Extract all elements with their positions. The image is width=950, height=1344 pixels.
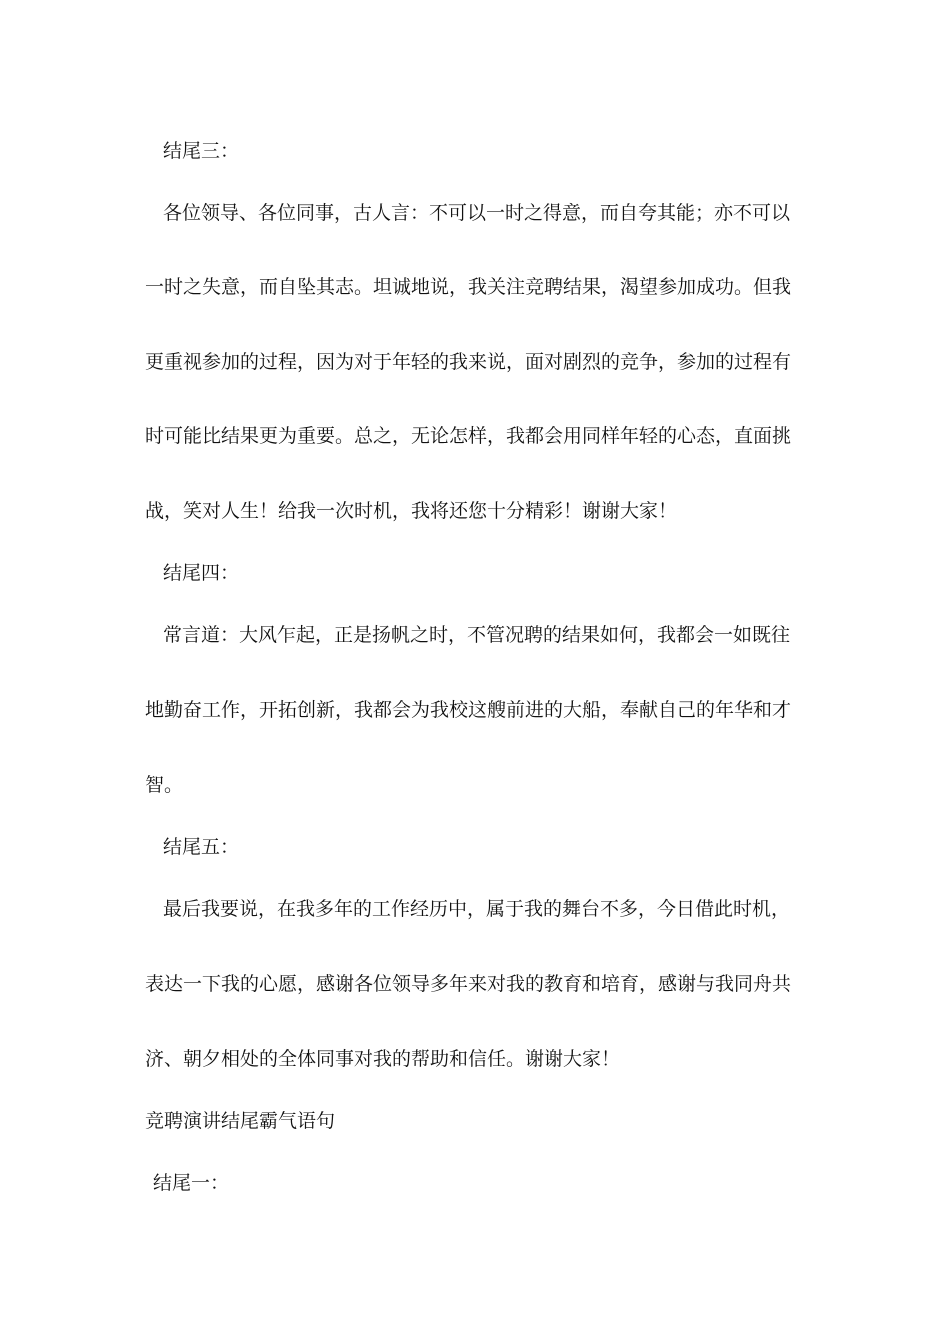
paragraph-line: 各位领导、各位同事，古人言：不可以一时之得意，而自夸其能；亦不可以 xyxy=(163,202,791,224)
paragraph-line: 战，笑对人生！给我一次时机，我将还您十分精彩！谢谢大家！ xyxy=(145,500,678,522)
paragraph-line: 济、朝夕相处的全体同事对我的帮助和信任。谢谢大家！ xyxy=(145,1048,621,1070)
heading-ending-3: 结尾三： xyxy=(163,140,240,162)
heading-ending-4: 结尾四： xyxy=(163,562,240,584)
paragraph-line: 智。 xyxy=(145,774,184,796)
heading-ending-5: 结尾五： xyxy=(163,836,240,858)
paragraph-line: 表达一下我的心愿，感谢各位领导多年来对我的教育和培育，感谢与我同舟共 xyxy=(145,973,792,995)
paragraph-line: 更重视参加的过程，因为对于年轻的我来说，面对剧烈的竞争，参加的过程有 xyxy=(145,351,792,373)
paragraph-line: 最后我要说，在我多年的工作经历中，属于我的舞台不多，今日借此时机， xyxy=(163,898,791,920)
paragraph-line: 一时之失意，而自坠其志。坦诚地说，我关注竞聘结果，渴望参加成功。但我 xyxy=(145,276,792,298)
paragraph-line: 常言道：大风乍起，正是扬帆之时，不管况聘的结果如何，我都会一如既往 xyxy=(163,624,791,646)
paragraph-line: 时可能比结果更为重要。总之，无论怎样，我都会用同样年轻的心态，直面挑 xyxy=(145,425,792,447)
paragraph-line: 地勤奋工作，开拓创新，我都会为我校这艘前进的大船，奉献自己的年华和才 xyxy=(145,699,792,721)
section-title: 竞聘演讲结尾霸气语句 xyxy=(145,1110,336,1132)
heading-ending-1: 结尾一： xyxy=(153,1172,230,1194)
